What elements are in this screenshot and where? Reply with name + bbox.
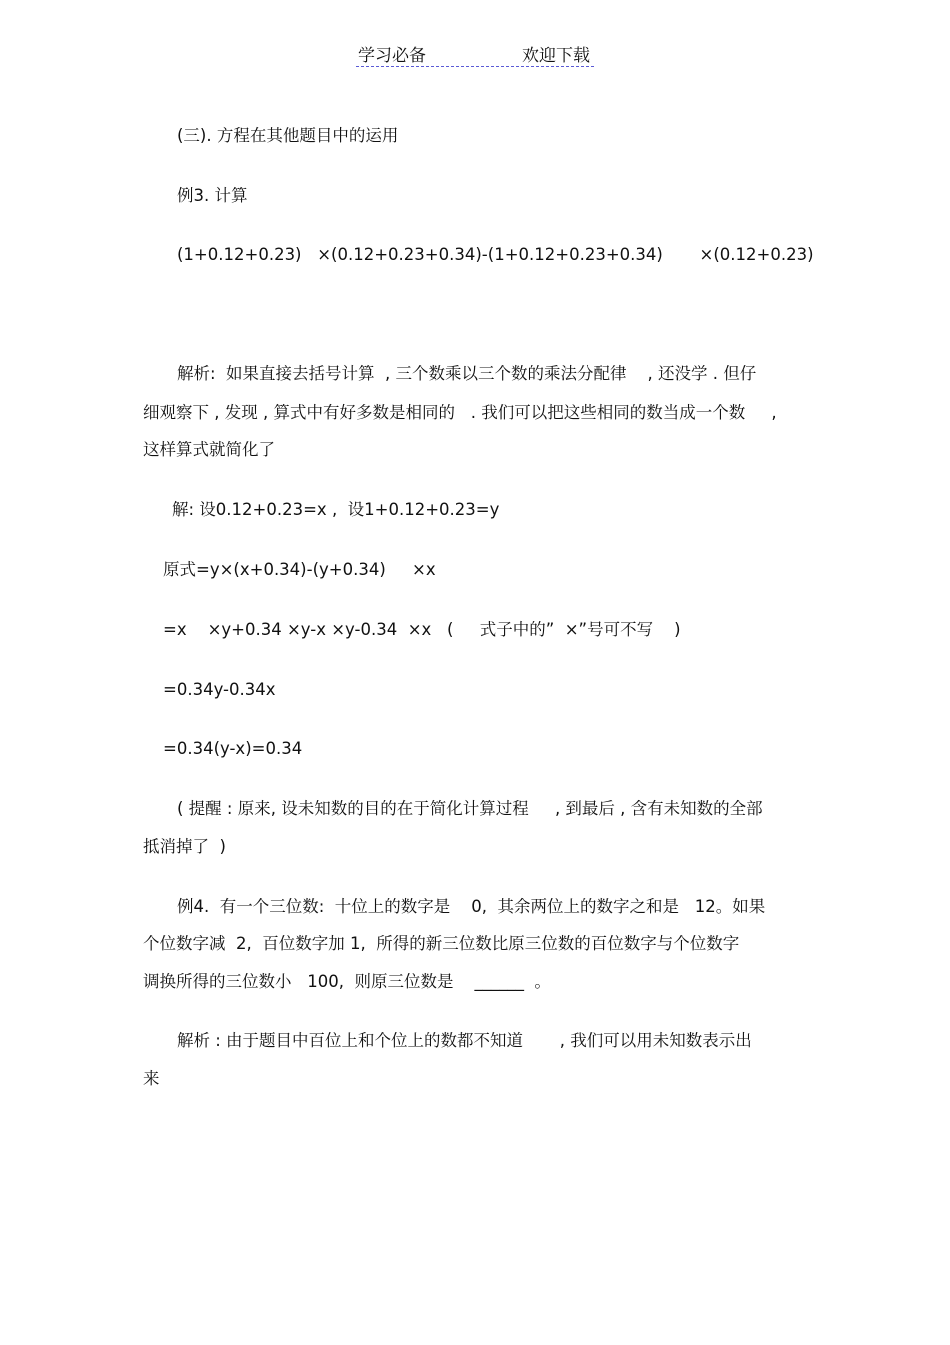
analysis2-line1: 解析 : 由于题目中百位上和个位上的数都不知道 , 我们可以用未知数表示出 [177, 1031, 752, 1050]
example4-line1: 例4. 有一个三位数: 十位上的数字是 0, 其余两位上的数字之和是 12。如果 [177, 897, 766, 916]
solution-step2: =x ×y+0.34 ×y-x ×y-0.34 ×x ( 式子中的” ×”号可不写 ) [163, 620, 681, 639]
analysis1-line3: 这样算式就简化了 [143, 440, 275, 459]
analysis1-line1: 解析: 如果直接去括号计算 , 三个数乘以三个数的乘法分配律 , 还没学 . 但仔 [177, 364, 757, 383]
solution-step1: 原式=y×(x+0.34)-(y+0.34) ×x [163, 560, 436, 579]
header-left-text: 学习必备 [358, 46, 426, 66]
analysis2-line2: 来 [143, 1069, 160, 1088]
section-title: (三). 方程在其他题目中的运用 [177, 126, 399, 145]
analysis1-line2: 细观察下 , 发现 , 算式中有好多数是相同的 . 我们可以把这些相同的数当成一个数 , [143, 403, 777, 422]
tip-line2: 抵消掉了 ) [143, 837, 226, 856]
example3-title: 例3. 计算 [177, 186, 248, 205]
solution-step3: =0.34y-0.34x [163, 680, 276, 699]
page-header [356, 40, 594, 67]
example4-line3: 调换所得的三位数小 100, 则原三位数是 ______ 。 [143, 972, 551, 991]
example3-expression: (1+0.12+0.23) ×(0.12+0.23+0.34)-(1+0.12+0.23+0.34) ×(0.12+0.23) [177, 245, 814, 264]
example4-line2: 个位数字减 2, 百位数字加 1, 所得的新三位数比原三位数的百位数字与个位数字 [143, 934, 740, 953]
tip-line1: ( 提醒 : 原来, 设未知数的目的在于简化计算过程 , 到最后 , 含有未知数的全部 [177, 799, 763, 818]
header-right-text: 欢迎下载 [522, 46, 590, 66]
solution-step4: =0.34(y-x)=0.34 [163, 739, 303, 758]
solution-let: 解: 设0.12+0.23=x , 设1+0.12+0.23=y [172, 500, 500, 519]
